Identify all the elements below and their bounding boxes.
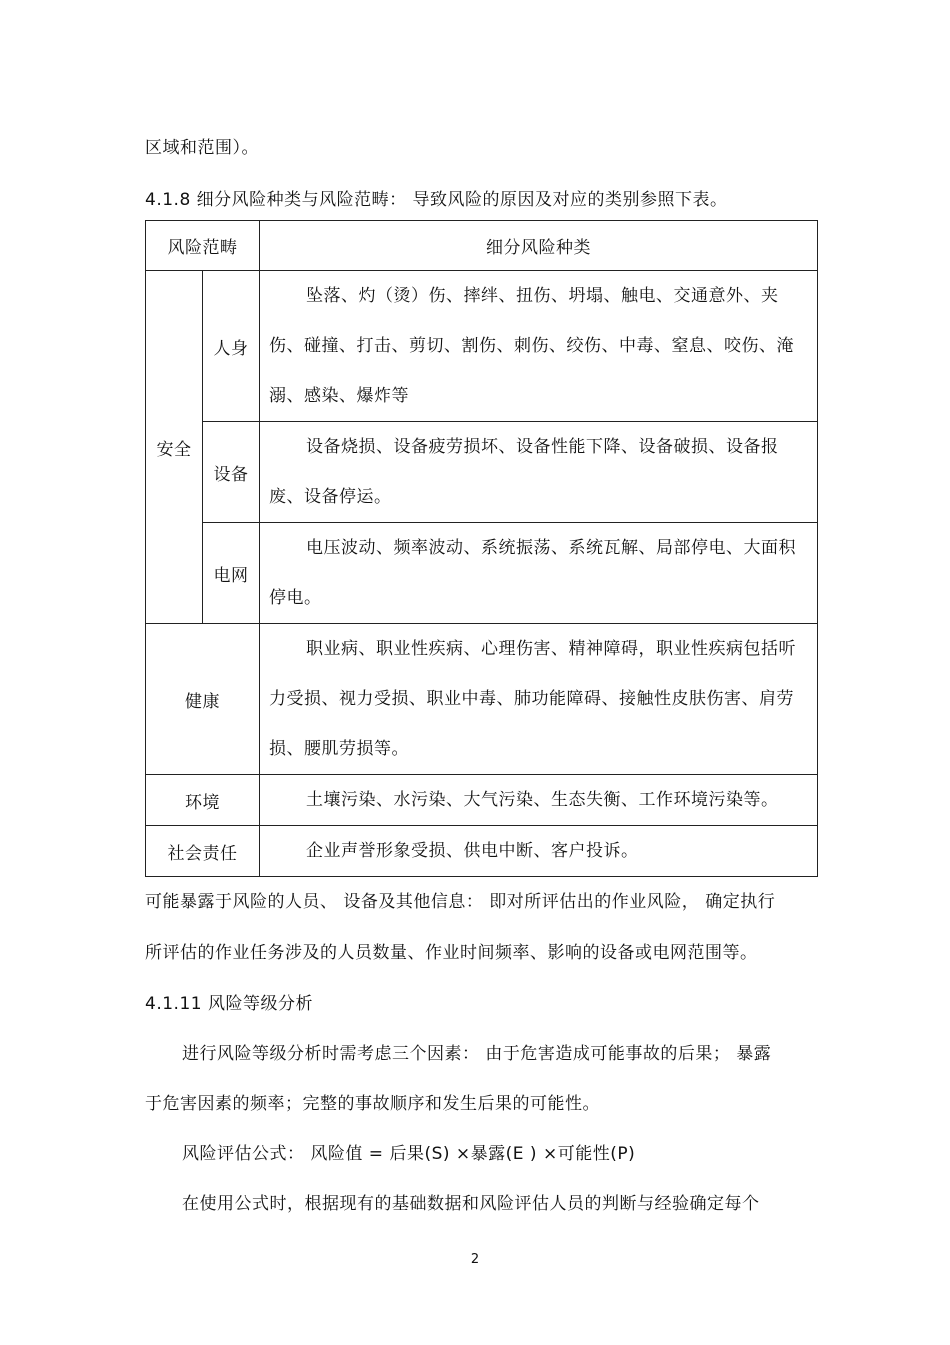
table-header-row bbox=[146, 221, 818, 271]
types-grid: 电压波动、频率波动、系统振荡、系统瓦解、局部停电、大面积停电。 bbox=[260, 523, 818, 624]
formula-line: 风险评估公式： 风险值 = 后果(S) ×暴露(E ) ×可能性(P) bbox=[182, 1144, 636, 1164]
category-environment: 环境 bbox=[146, 775, 260, 826]
header-types: 细分风险种类 bbox=[260, 221, 818, 271]
table-row bbox=[146, 271, 818, 422]
category-health: 健康 bbox=[146, 624, 260, 775]
table-row bbox=[146, 523, 818, 624]
text-line: 区域和范围）。 bbox=[145, 138, 259, 158]
subcategory-personal: 人身 bbox=[203, 271, 260, 422]
subcategory-equipment: 设备 bbox=[203, 422, 260, 523]
table-row bbox=[146, 775, 818, 826]
types-social: 企业声誉形象受损、供电中断、客户投诉。 bbox=[260, 826, 818, 877]
types-environment: 土壤污染、水污染、大气污染、生态失衡、工作环境污染等。 bbox=[260, 775, 818, 826]
types-personal: 坠落、灼（烫）伤、摔绊、扭伤、坍塌、触电、交通意外、夹伤、碰撞、打击、剪切、割伤、刺伤、绞伤、中毒、窒息、咬伤、淹溺、感染、爆炸等 bbox=[260, 271, 818, 422]
category-safety: 安全 bbox=[146, 271, 203, 624]
analysis-line-2: 于危害因素的频率；完整的事故顺序和发生后果的可能性。 bbox=[145, 1094, 600, 1114]
types-equipment: 设备烧损、设备疲劳损坏、设备性能下降、设备破损、设备报废、设备停运。 bbox=[260, 422, 818, 523]
category-social: 社会责任 bbox=[146, 826, 260, 877]
table-row bbox=[146, 826, 818, 877]
subcategory-grid: 电网 bbox=[203, 523, 260, 624]
exposure-line-1: 可能暴露于风险的人员、 设备及其他信息： 即对所评估出的作业风险， 确定执行 bbox=[145, 892, 776, 912]
section-heading-4-1-11: 4.1.11 风险等级分析 bbox=[145, 994, 313, 1014]
exposure-line-2: 所评估的作业任务涉及的人员数量、作业时间频率、影响的设备或电网范围等。 bbox=[145, 943, 758, 963]
types-health: 职业病、职业性疾病、心理伤害、精神障碍，职业性疾病包括听力受损、视力受损、职业中毒、肺功能障碍、接触性皮肤伤害、肩劳损、腰肌劳损等。 bbox=[260, 624, 818, 775]
risk-category-table bbox=[145, 220, 818, 877]
table-row bbox=[146, 422, 818, 523]
page-number: 2 bbox=[470, 1252, 480, 1267]
header-category: 风险范畴 bbox=[146, 221, 260, 271]
analysis-line-1: 进行风险等级分析时需考虑三个因素： 由于危害造成可能事故的后果； 暴露 bbox=[182, 1044, 772, 1064]
table-row bbox=[146, 624, 818, 775]
section-heading-4-1-8: 4.1.8 细分风险种类与风险范畴： 导致风险的原因及对应的类别参照下表。 bbox=[145, 190, 728, 210]
last-line: 在使用公式时，根据现有的基础数据和风险评估人员的判断与经验确定每个 bbox=[182, 1194, 760, 1214]
